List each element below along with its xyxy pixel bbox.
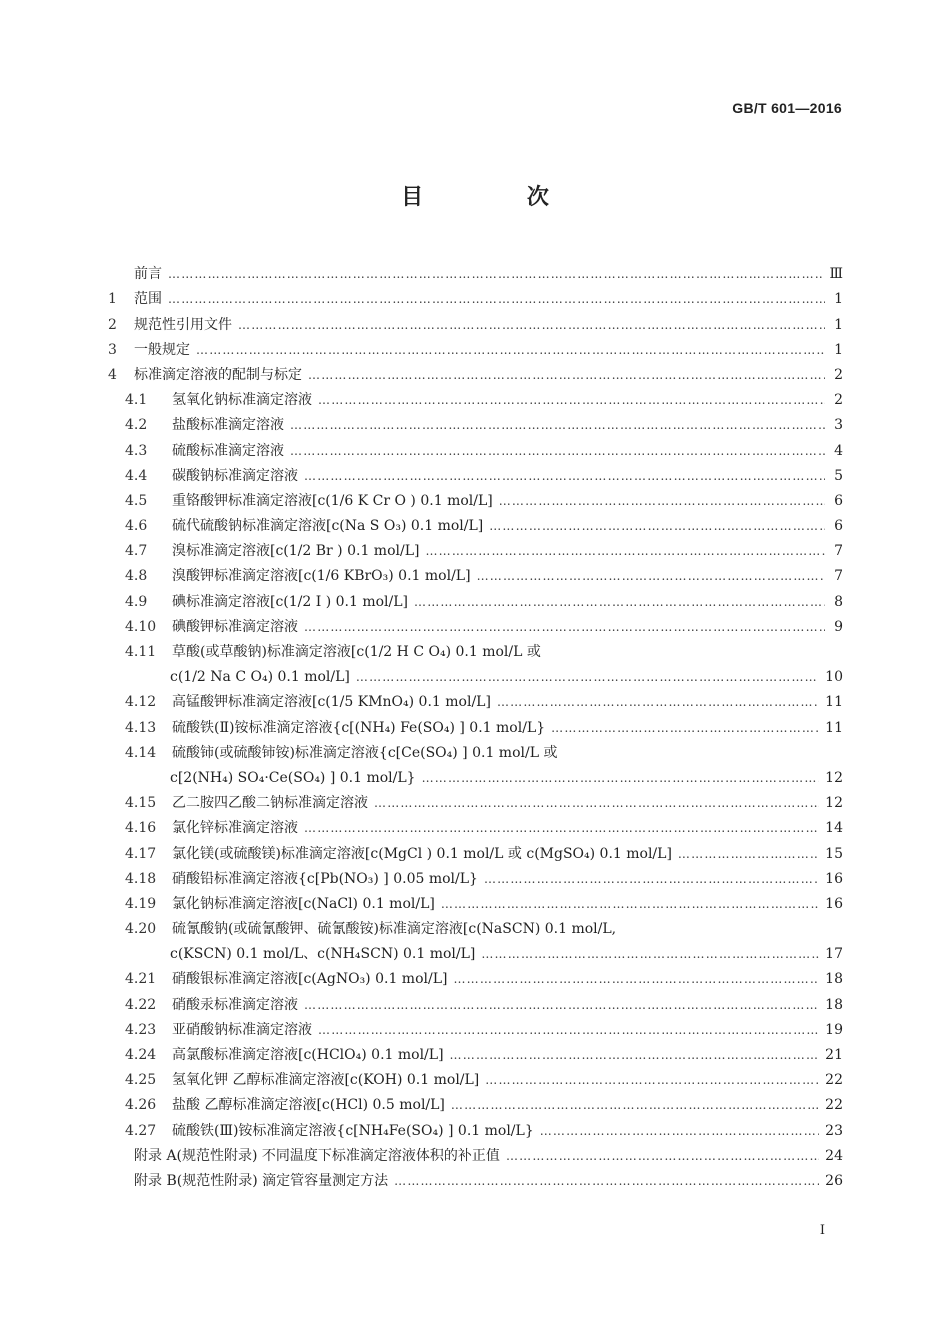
toc-entry-title: 硫代硫酸钠标准滴定溶液[c(Na S O₃) 0.1 mol/L]	[172, 518, 484, 535]
toc-entry-page: 3	[834, 417, 843, 434]
toc-entry-number: 4.27	[125, 1122, 157, 1139]
dot-leader	[304, 996, 819, 1014]
toc-entry-page: 7	[834, 543, 843, 560]
toc-entry[interactable]	[108, 460, 843, 485]
dot-leader	[678, 845, 819, 863]
toc-entry-title: 硝酸银标准滴定溶液[c(AgNO₃) 0.1 mol/L]	[172, 971, 448, 988]
toc-entry-page: 4	[834, 442, 843, 459]
toc-entry[interactable]	[108, 661, 843, 686]
toc-entry-title: 硝酸汞标准滴定溶液	[172, 996, 298, 1013]
toc-entry[interactable]	[108, 283, 843, 308]
toc-entry-page: 24	[825, 1147, 843, 1164]
toc-entry-title: 重铬酸钾标准滴定溶液[c(1/6 K Cr O ) 0.1 mol/L]	[172, 492, 493, 509]
toc-entry-page: 18	[825, 996, 843, 1013]
toc-entry-title: 碳酸钠标准滴定溶液	[172, 467, 298, 484]
toc-entry-page: 6	[834, 492, 843, 509]
toc-entry-title: 溴标准滴定溶液[c(1/2 Br ) 0.1 mol/L]	[172, 543, 420, 560]
toc-entry[interactable]	[108, 585, 843, 610]
toc-entry[interactable]	[108, 711, 843, 736]
toc-entry[interactable]	[108, 762, 843, 787]
toc-entry-page: 19	[825, 1021, 843, 1038]
toc-entry-page: 9	[834, 618, 843, 635]
toc-entry-page: 18	[825, 971, 843, 988]
toc-entry[interactable]	[108, 812, 843, 837]
toc-entry-title: 硫酸铁(Ⅱ)铵标准滴定溶液{c[(NH₄) Fe(SO₄) ] 0.1 mol/L}	[172, 719, 546, 736]
toc-entry[interactable]	[108, 535, 843, 560]
toc-entry-title: 硫酸铁(Ⅲ)铵标准滴定溶液{c[NH₄Fe(SO₄) ] 0.1 mol/L}	[172, 1122, 534, 1139]
toc-entry-page: 8	[834, 593, 843, 610]
dot-leader	[481, 945, 819, 963]
toc-entry[interactable]	[108, 485, 843, 510]
toc-entry-number: 4.14	[125, 744, 157, 761]
toc-entry-page: 14	[825, 820, 843, 837]
toc-entry-title: 附录 A(规范性附录) 不同温度下标准滴定溶液体积的补正值	[134, 1147, 500, 1164]
toc-entry[interactable]	[108, 787, 843, 812]
dot-leader	[485, 1071, 819, 1089]
toc-entry-title: c[2(NH₄) SO₄·Ce(SO₄) ] 0.1 mol/L}	[170, 769, 416, 786]
toc-entry-title: 附录 B(规范性附录) 滴定管容量测定方法	[134, 1172, 389, 1189]
dot-leader	[318, 391, 825, 409]
toc-entry[interactable]	[108, 409, 843, 434]
toc-entry-number: 4.25	[125, 1072, 157, 1089]
dot-leader	[304, 819, 819, 837]
toc-entry[interactable]	[108, 913, 843, 938]
page-number: I	[819, 1223, 825, 1238]
toc-entry-title: 氯化锌标准滴定溶液	[172, 820, 298, 837]
toc-entry[interactable]	[108, 988, 843, 1013]
dot-leader	[394, 1172, 819, 1190]
toc-entry-title: 乙二胺四乙酸二钠标准滴定溶液	[172, 795, 368, 812]
dot-leader	[304, 467, 825, 485]
toc-entry[interactable]	[108, 737, 843, 762]
toc-entry-title: 高氯酸标准滴定溶液[c(HClO₄) 0.1 mol/L]	[172, 1047, 444, 1063]
toc-entry-number: 4.12	[125, 694, 157, 711]
toc-entry[interactable]	[108, 434, 843, 459]
toc-entry-title: 碘标准滴定溶液[c(1/2 I ) 0.1 mol/L]	[172, 593, 409, 610]
dot-leader	[499, 492, 825, 510]
dot-leader	[425, 542, 825, 560]
toc-entry-page: 10	[825, 669, 843, 686]
toc-entry-number: 4.1	[125, 392, 148, 409]
toc-entry-page: 22	[825, 1097, 843, 1114]
toc-entry[interactable]	[108, 1114, 843, 1139]
toc-entry-title: c(1/2 Na C O₄) 0.1 mol/L]	[170, 669, 350, 686]
toc-entry[interactable]	[108, 888, 843, 913]
toc-entry[interactable]	[108, 837, 843, 862]
toc-entry-title: c(KSCN) 0.1 mol/L、c(NH₄SCN) 0.1 mol/L]	[170, 946, 476, 963]
table-of-contents	[108, 258, 843, 1190]
toc-entry-title: 高锰酸钾标准滴定溶液[c(1/5 KMnO₄) 0.1 mol/L]	[172, 694, 491, 711]
toc-entry[interactable]	[108, 636, 843, 661]
toc-entry-number: 4.16	[125, 820, 157, 837]
toc-entry-number: 4.10	[125, 618, 157, 635]
toc-entry[interactable]	[108, 308, 843, 333]
toc-entry-page: 1	[834, 341, 843, 358]
toc-entry[interactable]	[108, 359, 843, 384]
toc-entry[interactable]	[108, 611, 843, 636]
toc-entry[interactable]	[108, 560, 843, 585]
dot-leader	[453, 970, 819, 988]
dot-leader	[168, 265, 823, 283]
toc-entry-page: 23	[825, 1122, 843, 1139]
toc-entry-number: 4.21	[125, 971, 157, 988]
dot-leader	[497, 693, 819, 711]
toc-entry-title: 碘酸钾标准滴定溶液	[172, 618, 298, 635]
toc-entry-page: 21	[825, 1047, 843, 1063]
dot-leader	[168, 290, 825, 308]
toc-entry-title: 硫氰酸钠(或硫氰酸钾、硫氰酸铵)标准滴定溶液[c(NaSCN) 0.1 mol/L,	[172, 921, 617, 938]
toc-entry[interactable]	[108, 1165, 843, 1190]
toc-entry-page: 16	[825, 870, 843, 887]
toc-entry[interactable]	[108, 1064, 843, 1089]
toc-entry-title: 盐酸 乙醇标准滴定溶液[c(HCl) 0.5 mol/L]	[172, 1097, 445, 1114]
dot-leader	[356, 668, 819, 686]
toc-entry-number: 4.20	[125, 921, 157, 938]
toc-entry-title: 硫酸标准滴定溶液	[172, 442, 284, 459]
dot-leader	[374, 794, 819, 812]
toc-entry[interactable]	[108, 510, 843, 535]
toc-entry-page: 1	[834, 291, 843, 308]
toc-entry[interactable]	[108, 384, 843, 409]
toc-entry-page: 7	[834, 568, 843, 585]
toc-entry-title: 氯化钠标准滴定溶液[c(NaCl) 0.1 mol/L]	[172, 895, 435, 912]
toc-entry-number: 4.13	[125, 719, 157, 736]
dot-leader	[450, 1046, 820, 1064]
toc-entry-page: 11	[825, 694, 843, 711]
toc-entry-number: 4.3	[125, 442, 148, 459]
dot-leader	[290, 442, 825, 460]
toc-entry-title: 硝酸铅标准滴定溶液{c[Pb(NO₃) ] 0.05 mol/L}	[172, 870, 478, 887]
toc-entry[interactable]	[108, 686, 843, 711]
toc-entry[interactable]	[108, 1014, 843, 1039]
toc-entry-title: 范围	[134, 291, 162, 308]
toc-entry-title: 亚硝酸钠标准滴定溶液	[172, 1021, 312, 1038]
toc-entry-number: 4.9	[125, 593, 148, 610]
toc-entry-page: 1	[834, 316, 843, 333]
toc-entry[interactable]	[108, 1089, 843, 1114]
dot-leader	[304, 618, 825, 636]
dot-leader	[506, 1147, 819, 1165]
toc-entry-title: 氯化镁(或硫酸镁)标准滴定溶液[c(MgCl ) 0.1 mol/L 或 c(MgSO₄) 0.1 mol/L]	[172, 845, 672, 862]
toc-entry-title: 氢氧化钾 乙醇标准滴定溶液[c(KOH) 0.1 mol/L]	[172, 1072, 480, 1089]
toc-entry-title: 硫酸铈(或硫酸铈铵)标准滴定溶液{c[Ce(SO₄) ] 0.1 mol/L 或	[172, 744, 558, 761]
toc-entry[interactable]	[108, 938, 843, 963]
toc-entry-number: 4.18	[125, 870, 157, 887]
dot-leader	[489, 517, 825, 535]
toc-entry-page: 6	[834, 518, 843, 535]
toc-entry-page: 15	[825, 845, 843, 862]
toc-entry-page: 26	[825, 1172, 843, 1189]
toc-entry[interactable]	[108, 1140, 843, 1165]
toc-entry-title: 规范性引用文件	[134, 316, 232, 333]
dot-leader	[441, 895, 819, 913]
toc-entry[interactable]	[108, 1039, 843, 1064]
toc-entry-title: 氢氧化钠标准滴定溶液	[172, 392, 312, 409]
toc-entry-title: 前言	[134, 266, 162, 283]
toc-entry-number: 4.22	[125, 996, 157, 1013]
dot-leader	[422, 769, 820, 787]
dot-leader	[290, 416, 825, 434]
toc-entry[interactable]	[108, 258, 843, 283]
toc-entry[interactable]	[108, 963, 843, 988]
dot-leader	[414, 593, 825, 611]
toc-entry-number: 4.19	[125, 895, 157, 912]
dot-leader	[196, 341, 825, 359]
toc-entry-number: 4.8	[125, 568, 148, 585]
page-title: 目 次	[401, 185, 597, 210]
toc-entry-number: 4.11	[125, 644, 157, 660]
toc-entry-page: 22	[825, 1072, 843, 1089]
toc-entry-number: 4.7	[125, 543, 148, 560]
dot-leader	[484, 870, 819, 888]
dot-leader	[477, 567, 825, 585]
toc-entry-page: 12	[825, 769, 843, 786]
dot-leader	[308, 366, 825, 384]
toc-entry-number: 1	[108, 291, 117, 308]
standard-code: GB/T 601—2016	[732, 100, 842, 116]
toc-entry-page: 17	[825, 946, 843, 963]
toc-entry-title: 一般规定	[134, 341, 190, 358]
toc-entry-number: 3	[108, 341, 117, 358]
toc-entry-number: 4.6	[125, 518, 148, 535]
toc-entry-number: 4.17	[125, 845, 157, 862]
dot-leader	[540, 1122, 819, 1140]
toc-entry-page: 12	[825, 795, 843, 812]
toc-entry-title: 盐酸标准滴定溶液	[172, 417, 284, 434]
toc-entry-title: 溴酸钾标准滴定溶液[c(1/6 KBrO₃) 0.1 mol/L]	[172, 568, 471, 585]
toc-entry-page: 2	[834, 366, 843, 383]
dot-leader	[551, 719, 819, 737]
toc-entry[interactable]	[108, 863, 843, 888]
toc-entry-page: 2	[834, 392, 843, 409]
toc-entry-title: 标准滴定溶液的配制与标定	[134, 366, 302, 383]
toc-entry-page: 5	[834, 467, 843, 484]
toc-entry-number: 4.2	[125, 417, 148, 434]
toc-entry-number: 2	[108, 316, 117, 333]
toc-entry[interactable]	[108, 334, 843, 359]
toc-entry-number: 4.4	[125, 467, 148, 484]
dot-leader	[238, 316, 825, 334]
toc-entry-title: 草酸(或草酸钠)标准滴定溶液[c(1/2 H C O₄) 0.1 mol/L 或	[172, 644, 541, 660]
toc-entry-page: 16	[825, 895, 843, 912]
toc-entry-number: 4.26	[125, 1097, 157, 1114]
toc-entry-page: 11	[825, 719, 843, 736]
toc-entry-number: 4.24	[125, 1047, 157, 1063]
toc-entry-number: 4.23	[125, 1021, 157, 1038]
dot-leader	[451, 1096, 819, 1114]
dot-leader	[318, 1021, 819, 1039]
toc-entry-number: 4.5	[125, 492, 148, 509]
toc-entry-number: 4.15	[125, 795, 157, 812]
toc-entry-number: 4	[108, 366, 117, 383]
toc-entry-page: Ⅲ	[829, 266, 843, 283]
